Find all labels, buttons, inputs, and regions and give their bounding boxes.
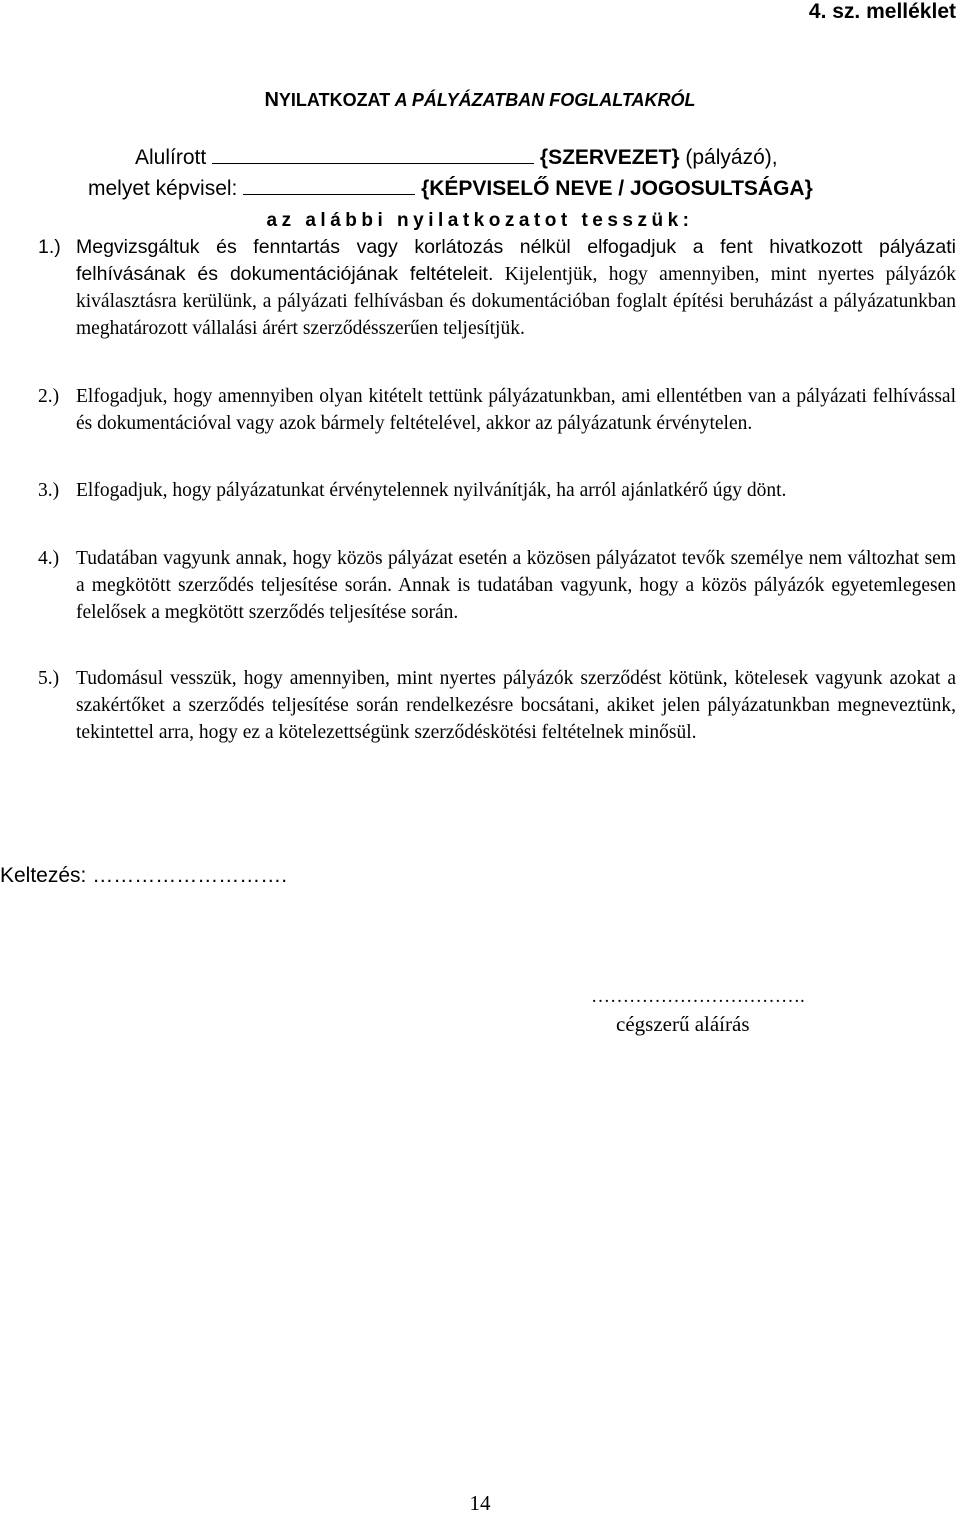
item-text: Tudomásul vesszük, hogy amennyiben, mint nyertes pályázók szerződést kötünk, kötelesek vagyunk azokat a szakértőket a szerződés teljesítése során rendelkezésre bocsátani, akiket jelen pályázatunkban megneveztünk, tekintettel arra, hogy ez a kötelezettségünk szerződéskötési feltételnek minősül. (76, 668, 956, 743)
title-caps: YILATKOZAT (278, 90, 391, 110)
declaration-item-1 (38, 234, 956, 342)
document-title (0, 88, 960, 112)
item-number: 3.) (38, 480, 60, 501)
date-field: Keltezés: ………………………. (0, 864, 288, 887)
item-number: 5.) (38, 668, 60, 689)
item-text: Elfogadjuk, hogy amennyiben olyan kitételt tettünk pályázatunkban, ami ellentétben van a pályázati felhívással és dokumentációval vagy azok bármely feltételével, akkor az pályázatunk érvénytelen. (76, 386, 956, 434)
item-number: 1.) (38, 236, 61, 258)
organization-blank-field[interactable] (212, 145, 534, 164)
item-text: Elfogadjuk, hogy pályázatunkat érvénytelennek nyilvánítják, ha arról ajánlatkérő úgy dönt. (76, 480, 787, 501)
item-number: 2.) (38, 386, 60, 407)
declaration-item-2 (38, 383, 956, 437)
signature-line: ……………………………. (591, 986, 805, 1007)
title-rest: A PÁLYÁZATBAN FOGLALTAKRÓL (390, 90, 696, 110)
representative-placeholder: {KÉPVISELŐ NEVE / JOGOSULTSÁGA} (421, 177, 813, 200)
declaration-item-4 (38, 545, 956, 626)
declaration-heading: az alábbi nyilatkozatot tesszük: (266, 210, 694, 231)
organization-role: (pályázó), (679, 146, 778, 169)
signatory-prefix: Alulírott (135, 146, 207, 169)
representative-blank-field[interactable] (243, 176, 415, 195)
signatory-line-organization (135, 145, 778, 171)
declaration-item-3 (38, 477, 956, 504)
item-text-part-a: Megvizsgáltuk és fenntartás vagy korlátozás nélkül elfogadjuk a fent hivatkozott pályázati felhívásának és dokumentációjának feltételeit. (76, 236, 956, 285)
organization-placeholder: {SZERVEZET} (539, 146, 680, 169)
page-number: 14 (469, 1491, 491, 1515)
declaration-item-5 (38, 665, 956, 746)
representative-prefix: melyet képvisel: (88, 177, 238, 200)
title-initial: N (264, 89, 279, 111)
signatory-line-representative (88, 176, 813, 202)
item-text-part-b: Kijelentjük, hogy amennyiben, mint nyertes pályázók kiválasztásra kerülünk, a pályázati felhívásban és dokumentációban foglalt építési beruházást a pályázatunkban meghatározott vállalási árért szerződésszerűen teljesítjük. (76, 264, 956, 339)
item-text: Tudatában vagyunk annak, hogy közös pályázat esetén a közösen pályázatot tevők személye nem változhat sem a megkötött szerződés teljesítése során. Annak is tudatában vagyunk, hogy a közös pályázók egyetemlegesen felelősek a megkötött szerződés teljesítése során. (76, 548, 956, 623)
item-number: 4.) (38, 548, 60, 569)
annex-label: 4. sz. melléklet (808, 0, 956, 23)
signature-label: cégszerű aláírás (616, 1012, 750, 1036)
item-text (76, 234, 956, 342)
